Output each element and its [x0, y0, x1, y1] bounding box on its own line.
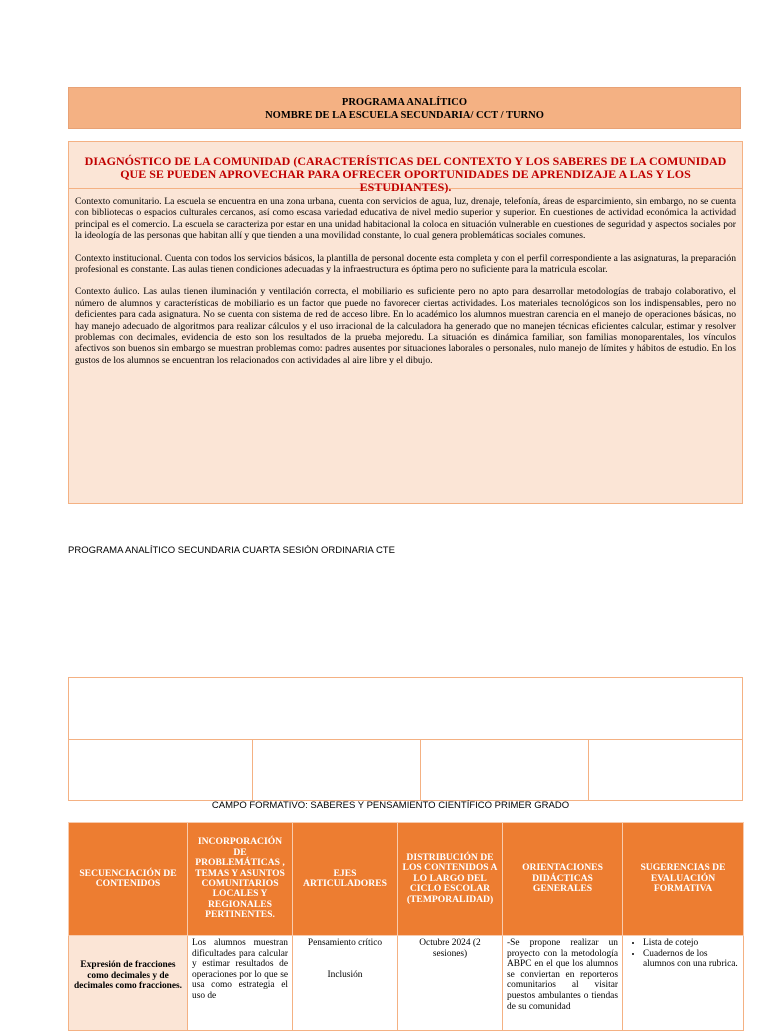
header-distribucion: DISTRIBUCIÓN DE LOS CONTENIDOS A LO LARGO DEL CICLO ESCOLAR (TEMPORALIDAD) — [398, 823, 503, 936]
contexto-comunitario: Contexto comunitario. La escuela se encuentra en una zona urbana, cuenta con servicios de agua, luz, drenaje, telefonía, áreas de esparcimiento, sin embargo, no se cuenta con bibliotecas o espacios culturales cercanos, así como escasa variedad educativa de nivel medio superior y superior. En cuestiones de actividad económica la actividad principal es el comercio. La escuela se caracteriza por estar en una unidad habitacional la coloca en situación vulnerable en cuestiones de seguridad y aspectos sociales por la ideología de las personas que habitan allí y que tienden a una movilidad constante, lo cual genera problemáticas sociales comunes. — [75, 196, 736, 242]
empty-table-cell — [589, 740, 742, 800]
eje-item: Inclusión — [327, 969, 363, 980]
empty-table-row — [69, 678, 742, 740]
cell-orientaciones: -Se propone realizar un proyecto con la metodología ABPC en el que los alumnos se conviertan en reporteros comunitarios al visitar puestos ambulantes o tiendas de su comunidad — [503, 936, 623, 1031]
cell-problematica: Los alumnos muestran dificultades para calcular y estimar resultados de operaciones por lo que se usa como estrategia el uso de — [188, 936, 293, 1031]
empty-table-cell — [69, 740, 253, 800]
empty-table — [68, 677, 743, 801]
campo-formativo-line: CAMPO FORMATIVO: SABERES Y PENSAMIENTO CIENTÍFICO PRIMER GRADO — [211, 800, 570, 811]
contexto-institucional: Contexto institucional. Cuenta con todos los servicios básicos, la plantilla de personal docente esta completa y con el perfil correspondiente a las asignaturas, la preparación profesional es constante. Las aulas tienen condiciones adecuadas y la infraestructura es óptima pero no suficiente para la matricula escolar. — [75, 252, 736, 276]
cell-evaluacion — [623, 936, 744, 1031]
cell-contenido: Expresión de fracciones como decimales y de decimales como fracciones. — [69, 936, 188, 1031]
cell-ejes — [293, 936, 398, 1031]
header-school-name: NOMBRE DE LA ESCUELA SECUNDARIA/ CCT / TURNO — [265, 110, 544, 121]
program-header — [68, 87, 741, 129]
list-item: • Cuadernos de los alumnos con una rubrica. — [643, 949, 739, 970]
diagnostico-title: DIAGNÓSTICO DE LA COMUNIDAD (CARACTERÍSTICAS DEL CONTEXTO Y LOS SABERES DE LA COMUNIDAD QUE SE PUEDEN APROVECHAR PARA OFRECER OPORTUNIDADES DE APRENDIZAJE A LAS Y LOS ESTUDIANTES). — [69, 142, 742, 189]
empty-table-cell — [421, 740, 589, 800]
header-title: PROGRAMA ANALÍTICO — [341, 97, 468, 108]
cell-temporalidad: Octubre 2024 (2 sesiones) — [398, 936, 503, 1031]
eje-item: Pensamiento crítico — [307, 938, 383, 948]
header-orientaciones: ORIENTACIONES DIDÁCTICAS GENERALES — [503, 823, 623, 936]
programa-table — [68, 822, 744, 1031]
contexto-aulico: Contexto áulico. Las aulas tienen iluminación y ventilación correcta, el mobiliario es suficiente pero no apto para desarrollar metodologías de trabajo colaborativo, el número de alumnos y características de mobiliario es un factor que puede no favorecer ciertas actividades. Los materiales tecnológicos son los indispensables, pero no deficientes para cada asignatura. No se cuenta con sistema de red de acceso libre. En lo académico los alumnos muestran carencia en el manejo de operaciones básicas, no hay manejo adecuado de algoritmos para realizar cálculos y el uso irracional de la calculadora ha generado que no manejen técnicas eficientes calcular, estimar y resolver problemas con decimales, evidencia de esto son los resultados de la prueba mejoredu. La situación es dinámica familiar, son familias monoparentales, los vínculos afectivos son buenos sin embargo se muestran problemas como: padres ausentes por situaciones laborales o personales, nulo manejo de límites y hábitos de estudio. En los gustos de los alumnos se encuentran los relacionados con actividades al aire libre y el dibujo. — [75, 286, 736, 366]
header-incorporacion: INCORPORACIÓN DE PROBLEMÁTICAS , TEMAS Y ASUNTOS COMUNITARIOS LOCALES Y REGIONALES PERTINENTES. — [188, 823, 293, 936]
program-session-line: PROGRAMA ANALÍTICO SECUNDARIA CUARTA SESIÓN ORDINARIA CTE — [68, 545, 395, 556]
table-row — [69, 936, 744, 1031]
evaluacion-list — [627, 938, 739, 970]
diagnostico-box — [68, 141, 743, 504]
empty-table-row — [69, 740, 742, 800]
header-secuenciacion: SECUENCIACIÓN DE CONTENIDOS — [69, 823, 188, 936]
empty-table-cell — [253, 740, 421, 800]
diagnostico-body — [69, 189, 742, 366]
header-ejes: EJES ARTICULADORES — [293, 823, 398, 936]
table-header-row — [69, 823, 744, 936]
header-evaluacion: SUGERENCIAS DE EVALUACIÓN FORMATIVA — [623, 823, 744, 936]
list-item: • Lista de cotejo — [643, 938, 739, 949]
